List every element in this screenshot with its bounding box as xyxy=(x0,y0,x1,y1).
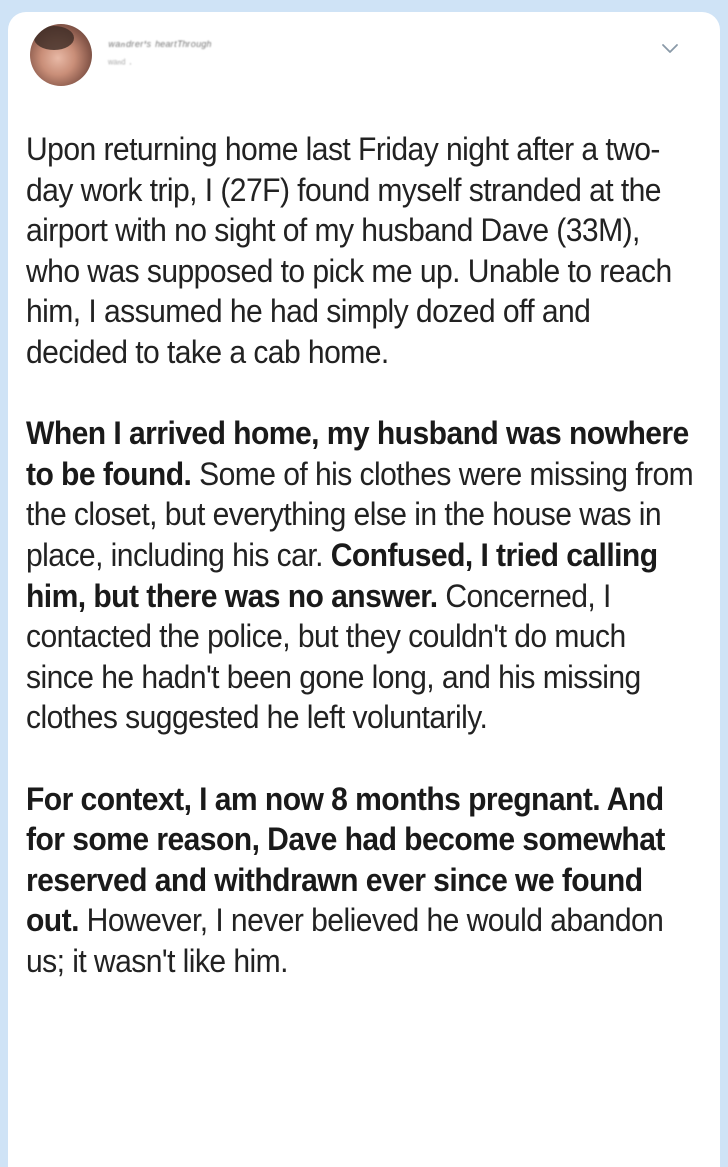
paragraph-text: However, I never believed he would abandon us; it wasn't like him. xyxy=(26,902,664,979)
paragraph-text: Some of his clothes were missing from the closet, but everything else in the house was in place, including his car. xyxy=(26,455,694,573)
avatar[interactable] xyxy=(30,24,92,86)
chevron-down-icon[interactable] xyxy=(660,38,680,58)
paragraph-bold-text: When I arrived home, my husband was nowhere to be found. xyxy=(26,415,689,492)
paragraph-bold-text: For context, I am now 8 months pregnant. And for some reason, Dave had become somewhat reserved and withdrawn ever since we found out. xyxy=(26,780,665,939)
post-header xyxy=(8,12,720,112)
paragraph-2 xyxy=(26,413,698,738)
paragraph-3 xyxy=(26,779,698,982)
paragraph-bold-text: Confused, I tried calling him, but there was no answer. xyxy=(26,536,658,614)
paragraph-text: Upon returning home last Friday night after a two-day work trip, I (27F) found myself stranded at the airport with no sight of my husband Dave (33M), who was supposed to pick me up. Unable to reach him, I assumed he had simply dozed off and decided to take a cab home. xyxy=(26,131,672,370)
author-handle: ʷᵃⁿᵈ · xyxy=(108,58,133,70)
post-card xyxy=(8,12,720,1167)
paragraph-1 xyxy=(26,129,698,373)
author-name[interactable]: ʷᵃⁿᵈʳᵉʳ'ˢ ʰᵉᵃʳᵗᵀʰʳᵒᵘᵍʰ xyxy=(108,38,212,53)
post-body xyxy=(26,129,698,1022)
paragraph-text: Concerned, I contacted the police, but they couldn't do much since he hadn't been gone long, and his missing clothes suggested he left voluntarily. xyxy=(26,577,641,736)
